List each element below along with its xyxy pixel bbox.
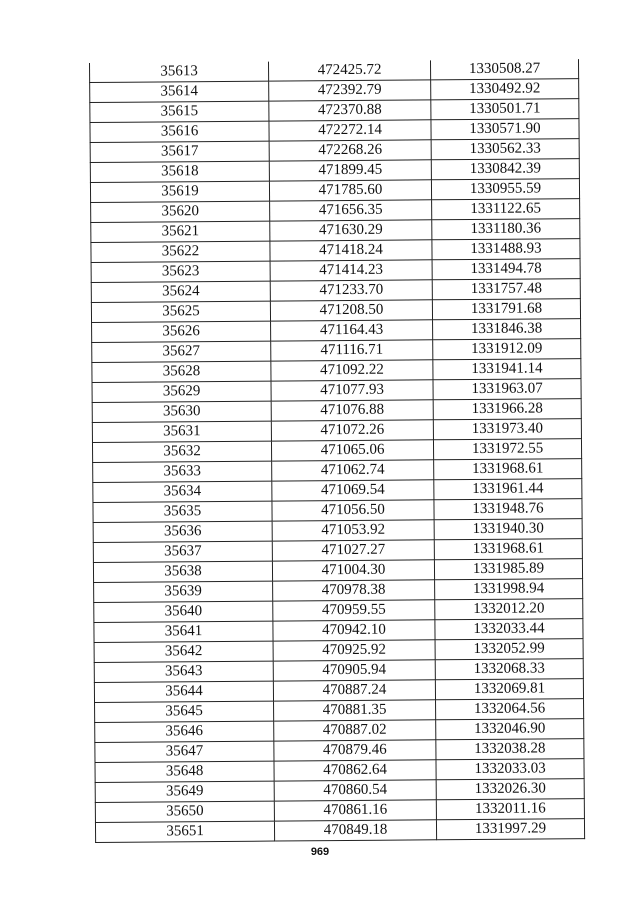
x-coordinate-cell: 471208.50 xyxy=(270,300,432,321)
y-coordinate-cell: 1330842.39 xyxy=(431,159,579,180)
y-coordinate-cell: 1332012.20 xyxy=(435,599,583,620)
y-coordinate-cell: 1331940.30 xyxy=(434,519,582,540)
y-coordinate-cell: 1331791.68 xyxy=(432,299,580,320)
x-coordinate-cell: 471092.22 xyxy=(271,360,433,381)
y-coordinate-cell: 1331757.48 xyxy=(432,279,580,300)
x-coordinate-cell: 470862.64 xyxy=(274,760,436,781)
point-id-cell: 35645 xyxy=(95,701,274,722)
x-coordinate-cell: 471630.29 xyxy=(270,220,432,241)
point-id-cell: 35623 xyxy=(91,261,270,282)
x-coordinate-cell: 470860.54 xyxy=(274,780,436,801)
y-coordinate-cell: 1331122.65 xyxy=(432,199,580,220)
y-coordinate-cell: 1330955.59 xyxy=(431,179,579,200)
x-coordinate-cell: 471062.74 xyxy=(272,460,434,481)
x-coordinate-cell: 472268.26 xyxy=(269,140,431,161)
y-coordinate-cell: 1332068.33 xyxy=(435,659,583,680)
x-coordinate-cell: 471233.70 xyxy=(270,280,432,301)
point-id-cell: 35650 xyxy=(95,801,274,822)
y-coordinate-cell: 1331941.14 xyxy=(433,359,581,380)
point-id-cell: 35639 xyxy=(94,581,273,602)
x-coordinate-cell: 471065.06 xyxy=(271,440,433,461)
point-id-cell: 35633 xyxy=(93,461,272,482)
y-coordinate-cell: 1332011.16 xyxy=(436,799,584,820)
x-coordinate-cell: 471785.60 xyxy=(269,180,431,201)
y-coordinate-cell: 1331494.78 xyxy=(432,259,580,280)
point-id-cell: 35649 xyxy=(95,781,274,802)
y-coordinate-cell: 1331961.44 xyxy=(434,479,582,500)
x-coordinate-cell: 470887.02 xyxy=(274,720,436,741)
point-id-cell: 35641 xyxy=(94,621,273,642)
coordinate-table xyxy=(89,59,585,843)
y-coordinate-cell: 1331998.94 xyxy=(435,579,583,600)
point-id-cell: 35642 xyxy=(94,641,273,662)
y-coordinate-cell: 1330501.71 xyxy=(431,99,579,120)
y-coordinate-cell: 1330508.27 xyxy=(430,59,578,80)
point-id-cell: 35617 xyxy=(90,141,269,162)
point-id-cell: 35638 xyxy=(93,561,272,582)
point-id-cell: 35651 xyxy=(95,821,274,842)
x-coordinate-cell: 471004.30 xyxy=(272,560,434,581)
y-coordinate-cell: 1330571.90 xyxy=(431,119,579,140)
y-coordinate-cell: 1331972.55 xyxy=(433,439,581,460)
x-coordinate-cell: 471027.27 xyxy=(272,540,434,561)
y-coordinate-cell: 1331846.38 xyxy=(433,319,581,340)
y-coordinate-cell: 1331180.36 xyxy=(432,219,580,240)
x-coordinate-cell: 471116.71 xyxy=(271,340,433,361)
x-coordinate-cell: 471164.43 xyxy=(271,320,433,341)
point-id-cell: 35644 xyxy=(94,681,273,702)
coordinate-table-body xyxy=(89,59,584,842)
y-coordinate-cell: 1332026.30 xyxy=(436,779,584,800)
x-coordinate-cell: 470879.46 xyxy=(274,740,436,761)
point-id-cell: 35625 xyxy=(91,301,270,322)
x-coordinate-cell: 472370.88 xyxy=(269,100,431,121)
point-id-cell: 35622 xyxy=(91,241,270,262)
y-coordinate-cell: 1331948.76 xyxy=(434,499,582,520)
point-id-cell: 35615 xyxy=(90,101,269,122)
y-coordinate-cell: 1332069.81 xyxy=(435,679,583,700)
y-coordinate-cell: 1332052.99 xyxy=(435,639,583,660)
x-coordinate-cell: 471069.54 xyxy=(272,480,434,501)
x-coordinate-cell: 470905.94 xyxy=(273,660,435,681)
y-coordinate-cell: 1330492.92 xyxy=(431,79,579,100)
point-id-cell: 35621 xyxy=(91,221,270,242)
x-coordinate-cell: 470861.16 xyxy=(274,800,436,821)
point-id-cell: 35634 xyxy=(93,481,272,502)
x-coordinate-cell: 470887.24 xyxy=(273,680,435,701)
y-coordinate-cell: 1332038.28 xyxy=(436,739,584,760)
y-coordinate-cell: 1332033.03 xyxy=(436,759,584,780)
point-id-cell: 35648 xyxy=(95,761,274,782)
y-coordinate-cell: 1331985.89 xyxy=(434,559,582,580)
point-id-cell: 35620 xyxy=(91,201,270,222)
x-coordinate-cell: 470959.55 xyxy=(273,600,435,621)
x-coordinate-cell: 472272.14 xyxy=(269,120,431,141)
y-coordinate-cell: 1331968.61 xyxy=(434,459,582,480)
x-coordinate-cell: 471414.23 xyxy=(270,260,432,281)
point-id-cell: 35627 xyxy=(92,341,271,362)
point-id-cell: 35637 xyxy=(93,541,272,562)
point-id-cell: 35624 xyxy=(91,281,270,302)
y-coordinate-cell: 1332064.56 xyxy=(436,699,584,720)
point-id-cell: 35626 xyxy=(92,321,271,342)
point-id-cell: 35640 xyxy=(94,601,273,622)
y-coordinate-cell: 1330562.33 xyxy=(431,139,579,160)
x-coordinate-cell: 471072.26 xyxy=(271,420,433,441)
point-id-cell: 35630 xyxy=(92,401,271,422)
point-id-cell: 35613 xyxy=(89,62,268,83)
point-id-cell: 35632 xyxy=(92,441,271,462)
point-id-cell: 35614 xyxy=(90,81,269,102)
point-id-cell: 35646 xyxy=(95,721,274,742)
y-coordinate-cell: 1331966.28 xyxy=(433,399,581,420)
x-coordinate-cell: 471899.45 xyxy=(269,160,431,181)
point-id-cell: 35643 xyxy=(94,661,273,682)
point-id-cell: 35616 xyxy=(90,121,269,142)
y-coordinate-cell: 1332046.90 xyxy=(436,719,584,740)
x-coordinate-cell: 471056.50 xyxy=(272,500,434,521)
x-coordinate-cell: 470942.10 xyxy=(273,620,435,641)
x-coordinate-cell: 470881.35 xyxy=(274,700,436,721)
coordinate-table-container xyxy=(89,59,584,843)
y-coordinate-cell: 1331997.29 xyxy=(436,819,584,840)
x-coordinate-cell: 471077.93 xyxy=(271,380,433,401)
y-coordinate-cell: 1331968.61 xyxy=(434,539,582,560)
point-id-cell: 35618 xyxy=(90,161,269,182)
point-id-cell: 35635 xyxy=(93,501,272,522)
x-coordinate-cell: 472425.72 xyxy=(268,60,430,81)
x-coordinate-cell: 470978.38 xyxy=(273,580,435,601)
x-coordinate-cell: 470925.92 xyxy=(273,640,435,661)
x-coordinate-cell: 471656.35 xyxy=(270,200,432,221)
x-coordinate-cell: 470849.18 xyxy=(274,820,436,841)
y-coordinate-cell: 1331973.40 xyxy=(433,419,581,440)
point-id-cell: 35631 xyxy=(92,421,271,442)
y-coordinate-cell: 1331488.93 xyxy=(432,239,580,260)
point-id-cell: 35619 xyxy=(90,181,269,202)
x-coordinate-cell: 472392.79 xyxy=(269,80,431,101)
x-coordinate-cell: 471076.88 xyxy=(271,400,433,421)
y-coordinate-cell: 1331963.07 xyxy=(433,379,581,400)
x-coordinate-cell: 471053.92 xyxy=(272,520,434,541)
y-coordinate-cell: 1332033.44 xyxy=(435,619,583,640)
point-id-cell: 35636 xyxy=(93,521,272,542)
y-coordinate-cell: 1331912.09 xyxy=(433,339,581,360)
x-coordinate-cell: 471418.24 xyxy=(270,240,432,261)
table-row xyxy=(95,819,584,843)
point-id-cell: 35647 xyxy=(95,741,274,762)
point-id-cell: 35629 xyxy=(92,381,271,402)
point-id-cell: 35628 xyxy=(92,361,271,382)
page-number: 969 xyxy=(310,846,330,858)
